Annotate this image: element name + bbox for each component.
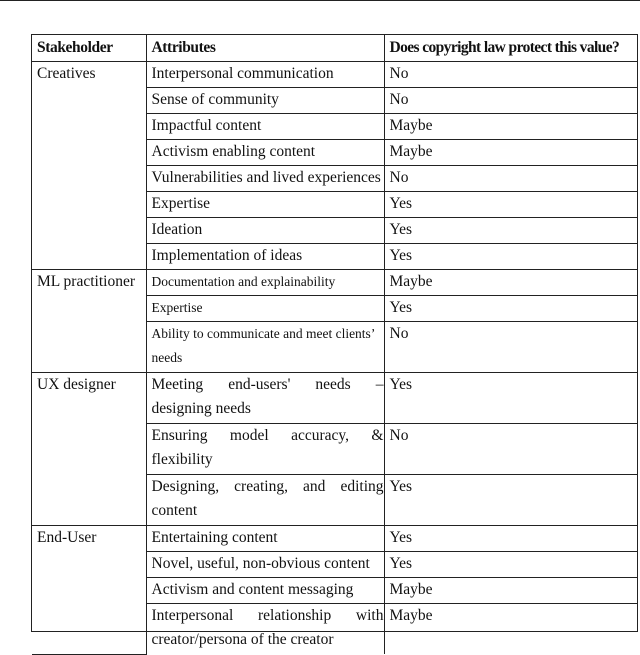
attribute-cell: Novel, useful, non-obvious content	[146, 552, 384, 578]
value-cell: Yes	[384, 244, 637, 270]
value-cell: Yes	[384, 192, 637, 218]
attribute-cell: Interpersonal communication	[146, 62, 384, 88]
attribute-cell: Ideation	[146, 218, 384, 244]
top-rule	[0, 0, 640, 1]
value-cell: Yes	[384, 218, 637, 244]
attribute-cell: Expertise	[146, 296, 384, 322]
table-row	[32, 526, 637, 552]
value-cell: No	[384, 166, 637, 192]
stakeholder-cell: End-User	[32, 526, 146, 655]
value-cell: Yes	[384, 475, 637, 526]
header-row	[32, 35, 637, 62]
stakeholder-values-table	[31, 34, 638, 648]
table-row	[32, 270, 637, 296]
value-cell: No	[384, 88, 637, 114]
stakeholder-cell: Creatives	[32, 62, 146, 270]
table-row	[32, 373, 637, 424]
attribute-cell: Sense of community	[146, 88, 384, 114]
value-cell: Maybe	[384, 270, 637, 296]
value-cell: Maybe	[384, 578, 637, 604]
value-cell: No	[384, 62, 637, 88]
attribute-cell: Vulnerabilities and lived experiences	[146, 166, 384, 192]
stakeholder-cell: UX designer	[32, 373, 146, 526]
attribute-cell: Activism and content messaging	[146, 578, 384, 604]
attribute-cell: Documentation and explainability	[146, 270, 384, 296]
value-cell: No	[384, 322, 637, 373]
attribute-cell: Impactful content	[146, 114, 384, 140]
value-cell: Maybe	[384, 140, 637, 166]
value-cell: Yes	[384, 373, 637, 424]
value-cell: Maybe	[384, 114, 637, 140]
header-copyright-protect: Does copyright law protect this value?	[384, 35, 637, 62]
attribute-cell: Ability to communicate and meet clients’ needs	[146, 322, 384, 373]
attribute-cell: Meeting end-users' needs – designing needs	[146, 373, 384, 424]
attribute-cell: Expertise	[146, 192, 384, 218]
value-cell: Yes	[384, 552, 637, 578]
value-cell: Yes	[384, 296, 637, 322]
attribute-cell: Activism enabling content	[146, 140, 384, 166]
table	[32, 35, 637, 655]
attribute-cell: Designing, creating, and editing content	[146, 475, 384, 526]
header-attributes: Attributes	[146, 35, 384, 62]
value-cell: Maybe	[389, 607, 433, 624]
header-stakeholder: Stakeholder	[32, 35, 146, 62]
attribute-cell: Interpersonal relationship with creator/persona of the creator	[146, 604, 384, 655]
value-cell: No	[384, 424, 637, 475]
attribute-cell: Implementation of ideas	[146, 244, 384, 270]
stakeholder-cell: ML practitioner	[32, 270, 146, 373]
attribute-cell: Ensuring model accuracy, & flexibility	[146, 424, 384, 475]
table-row	[32, 62, 637, 88]
attribute-cell: Entertaining content	[146, 526, 384, 552]
value-cell: Yes	[384, 526, 637, 552]
